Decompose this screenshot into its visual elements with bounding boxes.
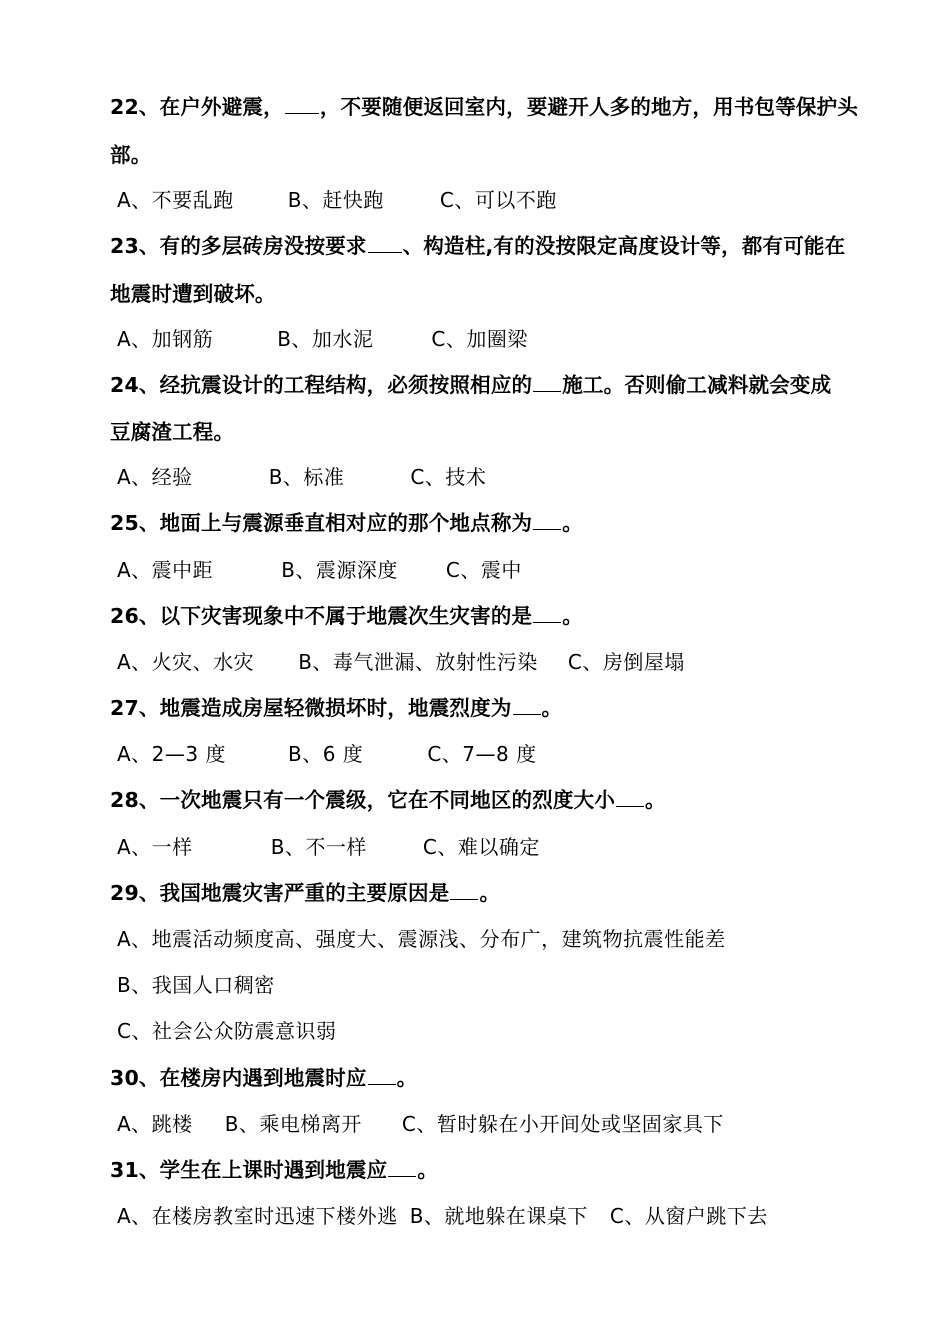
answer-blank (285, 93, 319, 114)
option-b: B、我国人口稠密 (117, 973, 275, 997)
question-22-continued: 部。 (110, 143, 152, 167)
options-22 (117, 185, 557, 215)
question-text: 。 (479, 881, 501, 905)
answer-blank (533, 371, 561, 392)
question-31 (110, 1155, 438, 1185)
question-24-continued: 豆腐渣工程。 (110, 420, 235, 444)
option-a: A、跳楼 (117, 1112, 193, 1136)
question-28 (110, 785, 666, 815)
options-24 (117, 462, 486, 492)
options-31 (117, 1201, 768, 1231)
option-a: A、地震活动频度高、强度大、震源浅、分布广，建筑物抗震性能差 (117, 927, 726, 951)
question-text: 施工。否则偷工减料就会变成 (562, 373, 832, 397)
option-c: C、从窗户跳下去 (609, 1204, 768, 1228)
options-23 (117, 324, 528, 354)
option-a: A、火灾、水灾 (117, 650, 255, 674)
option-b: B、赶快跑 (287, 188, 384, 212)
question-text: 。 (396, 1066, 418, 1090)
question-text: 。 (417, 1158, 439, 1182)
question-text: 。 (645, 788, 666, 812)
question-text: 23、有的多层砖房没按要求 (110, 234, 367, 258)
option-b: B、毒气泄漏、放射性污染 (298, 650, 538, 674)
question-30 (110, 1063, 417, 1093)
question-text: 。 (541, 696, 563, 720)
option-a: A、2—3 度 (117, 742, 226, 766)
option-c: C、难以确定 (422, 835, 540, 859)
question-text: 22、在户外避震， (110, 95, 284, 119)
question-25 (110, 508, 583, 538)
question-text: 、构造柱,有的没按限定高度设计等，都有可能在 (402, 234, 846, 258)
option-a: A、震中距 (117, 558, 214, 582)
options-25 (117, 555, 522, 585)
question-27 (110, 693, 562, 723)
option-c: C、技术 (410, 465, 487, 489)
option-a: A、一样 (117, 835, 193, 859)
option-b: B、就地躲在课桌下 (409, 1204, 588, 1228)
question-text: 。 (562, 604, 583, 628)
question-22 (110, 92, 858, 122)
question-text: 31、学生在上课时遇到地震应 (110, 1158, 388, 1182)
option-c: C、房倒屋塌 (567, 650, 685, 674)
question-text: ，不要随便返回室内，要避开人多的地方，用书包等保护头 (319, 95, 859, 119)
option-a: A、在楼房教室时迅速下楼外逃 (117, 1204, 398, 1228)
question-text: 30、在楼房内遇到地震时应 (110, 1066, 367, 1090)
option-b: B、震源深度 (281, 558, 398, 582)
answer-blank (533, 509, 561, 530)
options-28 (117, 832, 540, 862)
option-b: B、标准 (268, 465, 345, 489)
option-c: C、可以不跑 (439, 188, 557, 212)
question-text: 25、地面上与震源垂直相对应的那个地点称为 (110, 511, 533, 535)
answer-blank (616, 786, 644, 807)
option-b: B、乘电梯离开 (224, 1112, 362, 1136)
question-text: 。 (562, 511, 583, 535)
question-23-continued: 地震时遭到破坏。 (110, 282, 276, 306)
question-26 (110, 601, 583, 631)
option-c: C、震中 (445, 558, 522, 582)
option-a: A、加钢筋 (117, 327, 214, 351)
options-26 (117, 647, 685, 677)
option-c: C、加圈梁 (431, 327, 528, 351)
option-c: C、7—8 度 (427, 742, 537, 766)
question-24 (110, 370, 831, 400)
answer-blank (450, 879, 478, 900)
options-27 (117, 739, 537, 769)
question-text: 29、我国地震灾害严重的主要原因是 (110, 881, 450, 905)
option-b: B、加水泥 (277, 327, 374, 351)
option-a: A、经验 (117, 465, 193, 489)
answer-blank (388, 1156, 416, 1177)
option-b: B、不一样 (270, 835, 367, 859)
question-text: 27、地震造成房屋轻微损坏时，地震烈度为 (110, 696, 512, 720)
option-c: C、社会公众防震意识弱 (117, 1019, 337, 1043)
answer-blank (368, 1064, 396, 1085)
question-text: 26、以下灾害现象中不属于地震次生灾害的是 (110, 604, 533, 628)
answer-blank (368, 232, 402, 253)
options-30 (117, 1109, 724, 1139)
option-a: A、不要乱跑 (117, 188, 234, 212)
question-29 (110, 878, 500, 908)
answer-blank (533, 602, 561, 623)
question-text: 24、经抗震设计的工程结构，必须按照相应的 (110, 373, 533, 397)
question-23 (110, 231, 845, 261)
answer-blank (513, 694, 541, 715)
question-text: 28、一次地震只有一个震级，它在不同地区的烈度大小 (110, 788, 616, 812)
option-c: C、暂时躲在小开间处或坚固家具下 (401, 1112, 724, 1136)
option-b: B、6 度 (288, 742, 364, 766)
